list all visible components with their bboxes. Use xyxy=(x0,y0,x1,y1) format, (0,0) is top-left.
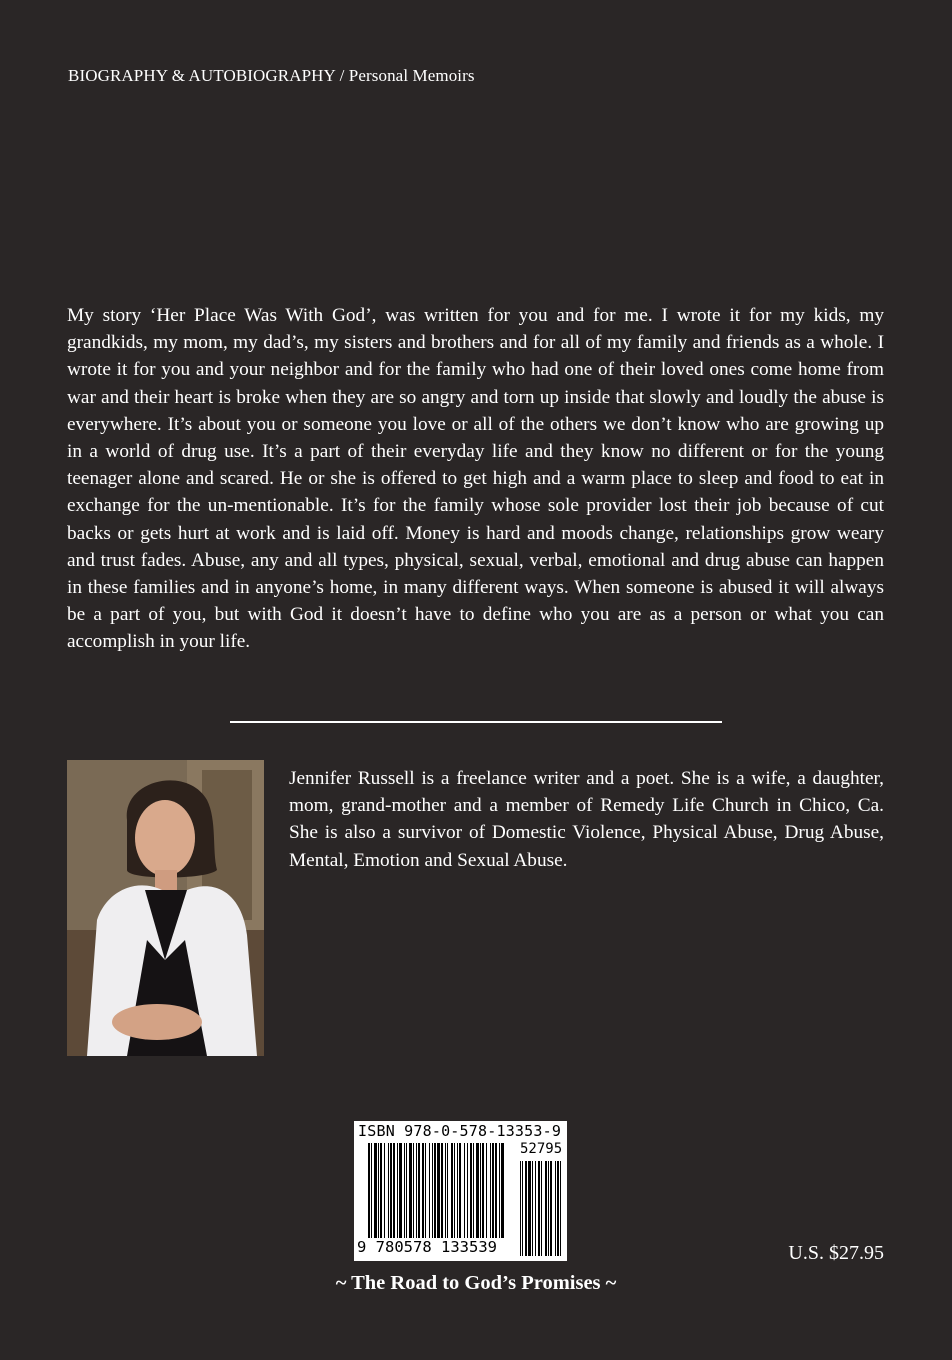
isbn-label: ISBN 978-0-578-13353-9 xyxy=(358,1122,562,1140)
price: U.S. $27.95 xyxy=(788,1242,884,1264)
author-photo-illustration xyxy=(67,760,264,1056)
back-cover-blurb: My story ‘Her Place Was With God’, was written for you and for me. I wrote it for my kids, my grandkids, my mom, my dad’s, my sisters and brothers and for all of my family and friends as a whole. I wrote it for you and your neighbor and for the family who had one of their loved ones come home from war and their heart is broke when they are so angry and torn up inside that slowly and loudly the abuse is everywhere. It’s about you or someone you love or all of the others we don’t know who are growing up in a world of drug use. It’s a part of their everyday life and they know no different or for the young teenager alone and scared. He or she is offered to get high and a warm place to sleep and food to eat in exchange for the un-mentionable. It’s for the family whose sole provider lost their job because of cut backs or gets hurt at work and is laid off. Money is hard and moods change, relationships grow weary and trust fades. Abuse, any and all types, physical, sexual, verbal, emotional and drug abuse can happen in these families and in anyone’s home, in many different ways. When someone is abused it will always be a part of you, but with God it doesn’t have to define who you are as a person or what you can accomplish in your life. xyxy=(67,305,884,653)
divider-rule xyxy=(230,721,722,723)
isbn-barcode xyxy=(354,1121,567,1261)
author-photo xyxy=(67,760,264,1056)
addon-digits: 52795 xyxy=(520,1141,563,1157)
category-label: BIOGRAPHY & AUTOBIOGRAPHY / Personal Memoirs xyxy=(68,66,475,85)
barcode-digits: 9 780578 133539 xyxy=(357,1238,497,1256)
author-bio: Jennifer Russell is a freelance writer and a poet. She is a wife, a daughter, mom, grand-mother and a member of Remedy Life Church in Chico, Ca. She is also a survivor of Domestic Violence, Physical Abuse, Drug Abuse, Mental, Emotion and Sexual Abuse. xyxy=(289,768,884,871)
tagline: ~ The Road to God’s Promises ~ xyxy=(335,1272,617,1294)
